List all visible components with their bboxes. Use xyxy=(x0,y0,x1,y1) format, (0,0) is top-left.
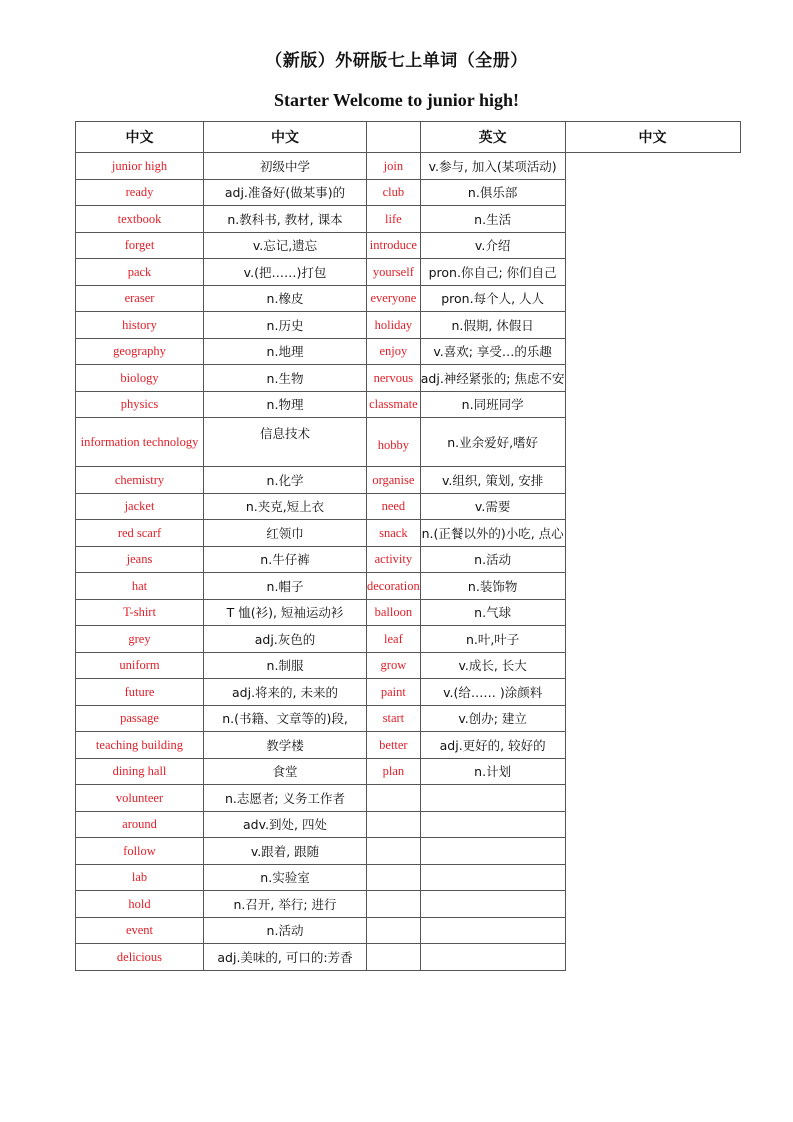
left-english-word: grey xyxy=(76,626,204,653)
right-chinese-meaning: adj.更好的, 较好的 xyxy=(420,732,565,759)
table-row xyxy=(76,206,741,233)
table-row xyxy=(76,652,741,679)
left-chinese-meaning: adj.准备好(做某事)的 xyxy=(204,179,367,206)
right-chinese-meaning: v.组织, 策划, 安排 xyxy=(420,467,565,494)
left-english-word: hold xyxy=(76,891,204,918)
right-english-word: classmate xyxy=(367,391,421,418)
right-english-word: balloon xyxy=(367,599,421,626)
left-english-word: lab xyxy=(76,864,204,891)
right-chinese-meaning xyxy=(420,811,565,838)
left-chinese-meaning: n.(书籍、文章等的)段, xyxy=(204,705,367,732)
right-english-word: introduce xyxy=(367,232,421,259)
left-english-word: T-shirt xyxy=(76,599,204,626)
left-chinese-meaning: adv.到处, 四处 xyxy=(204,811,367,838)
table-row xyxy=(76,285,741,312)
table-row xyxy=(76,467,741,494)
right-chinese-meaning: n.装饰物 xyxy=(420,573,565,600)
table-row xyxy=(76,917,741,944)
table-row xyxy=(76,732,741,759)
table-row xyxy=(76,259,741,286)
right-english-word: need xyxy=(367,493,421,520)
right-english-word xyxy=(367,864,421,891)
table-row xyxy=(76,838,741,865)
right-english-word xyxy=(367,917,421,944)
left-chinese-meaning: n.物理 xyxy=(204,391,367,418)
left-chinese-meaning: n.帽子 xyxy=(204,573,367,600)
table-row xyxy=(76,520,741,547)
right-english-word: activity xyxy=(367,546,421,573)
left-english-word: volunteer xyxy=(76,785,204,812)
left-english-word: future xyxy=(76,679,204,706)
table-row xyxy=(76,679,741,706)
document-title: （新版）外研版七上单词（全册） xyxy=(265,51,528,71)
left-english-word: chemistry xyxy=(76,467,204,494)
left-chinese-meaning: v.(把……)打包 xyxy=(204,259,367,286)
left-english-word: biology xyxy=(76,365,204,392)
right-english-word: yourself xyxy=(367,259,421,286)
column-gap xyxy=(367,122,421,153)
left-english-word: information technology xyxy=(76,418,204,467)
table-row xyxy=(76,418,741,467)
table-row xyxy=(76,312,741,339)
right-chinese-meaning: n.气球 xyxy=(420,599,565,626)
right-chinese-meaning: n.业余爱好,嗜好 xyxy=(420,418,565,467)
right-english-word: everyone xyxy=(367,285,421,312)
right-chinese-meaning: n.计划 xyxy=(420,758,565,785)
right-english-word: organise xyxy=(367,467,421,494)
left-chinese-meaning: n.橡皮 xyxy=(204,285,367,312)
right-english-word xyxy=(367,944,421,971)
table-row xyxy=(76,864,741,891)
table-row xyxy=(76,153,741,180)
header-right-word: 英文 xyxy=(420,122,565,153)
left-english-word: teaching building xyxy=(76,732,204,759)
table-row xyxy=(76,626,741,653)
left-english-word: around xyxy=(76,811,204,838)
right-chinese-meaning: n.假期, 休假日 xyxy=(420,312,565,339)
left-chinese-meaning: v.忘记,遗忘 xyxy=(204,232,367,259)
right-english-word: start xyxy=(367,705,421,732)
left-chinese-meaning: n.夹克,短上衣 xyxy=(204,493,367,520)
right-english-word: nervous xyxy=(367,365,421,392)
left-chinese-meaning: n.实验室 xyxy=(204,864,367,891)
table-row xyxy=(76,493,741,520)
vocabulary-rows xyxy=(76,153,741,971)
right-chinese-meaning: adj.神经紧张的; 焦虑不安 xyxy=(420,365,565,392)
right-english-word xyxy=(367,785,421,812)
left-english-word: passage xyxy=(76,705,204,732)
right-chinese-meaning: v.喜欢; 享受…的乐趣 xyxy=(420,338,565,365)
left-english-word: red scarf xyxy=(76,520,204,547)
right-chinese-meaning xyxy=(420,838,565,865)
right-chinese-meaning: v.需要 xyxy=(420,493,565,520)
left-english-word: uniform xyxy=(76,652,204,679)
right-english-word: club xyxy=(367,179,421,206)
table-row xyxy=(76,338,741,365)
right-chinese-meaning: pron.每个人, 人人 xyxy=(420,285,565,312)
left-chinese-meaning: n.召开, 举行; 进行 xyxy=(204,891,367,918)
header-right-meaning: 中文 xyxy=(565,122,740,153)
right-chinese-meaning xyxy=(420,917,565,944)
left-chinese-meaning: n.历史 xyxy=(204,312,367,339)
right-english-word: life xyxy=(367,206,421,233)
left-chinese-meaning: n.牛仔裤 xyxy=(204,546,367,573)
left-english-word: physics xyxy=(76,391,204,418)
left-chinese-meaning: 初级中学 xyxy=(204,153,367,180)
right-chinese-meaning: v.创办; 建立 xyxy=(420,705,565,732)
left-english-word: history xyxy=(76,312,204,339)
left-chinese-meaning: v.跟着, 跟随 xyxy=(204,838,367,865)
right-chinese-meaning: n.叶,叶子 xyxy=(420,626,565,653)
table-row xyxy=(76,811,741,838)
right-chinese-meaning: pron.你自己; 你们自己 xyxy=(420,259,565,286)
table-row xyxy=(76,391,741,418)
right-english-word: enjoy xyxy=(367,338,421,365)
right-chinese-meaning: n.活动 xyxy=(420,546,565,573)
left-chinese-meaning: 食堂 xyxy=(204,758,367,785)
left-chinese-meaning: n.地理 xyxy=(204,338,367,365)
right-chinese-meaning xyxy=(420,785,565,812)
table-row xyxy=(76,232,741,259)
left-chinese-meaning: n.活动 xyxy=(204,917,367,944)
right-english-word xyxy=(367,891,421,918)
right-chinese-meaning: n.俱乐部 xyxy=(420,179,565,206)
right-english-word xyxy=(367,838,421,865)
left-chinese-meaning: n.教科书, 教材, 课本 xyxy=(204,206,367,233)
right-english-word: hobby xyxy=(367,418,421,467)
table-row xyxy=(76,365,741,392)
left-english-word: event xyxy=(76,917,204,944)
left-english-word: forget xyxy=(76,232,204,259)
table-row xyxy=(76,573,741,600)
right-english-word: grow xyxy=(367,652,421,679)
right-english-word: snack xyxy=(367,520,421,547)
table-row xyxy=(76,179,741,206)
right-chinese-meaning: v.(给…… )涂颜料 xyxy=(420,679,565,706)
right-english-word: better xyxy=(367,732,421,759)
left-english-word: geography xyxy=(76,338,204,365)
left-chinese-meaning: n.志愿者; 义务工作者 xyxy=(204,785,367,812)
right-chinese-meaning xyxy=(420,864,565,891)
right-chinese-meaning: n.同班同学 xyxy=(420,391,565,418)
left-chinese-meaning: n.化学 xyxy=(204,467,367,494)
left-chinese-meaning: 教学楼 xyxy=(204,732,367,759)
right-chinese-meaning: v.成长, 长大 xyxy=(420,652,565,679)
left-english-word: jeans xyxy=(76,546,204,573)
left-english-word: dining hall xyxy=(76,758,204,785)
header-left-meaning: 中文 xyxy=(204,122,367,153)
right-chinese-meaning xyxy=(420,944,565,971)
right-english-word: paint xyxy=(367,679,421,706)
table-row xyxy=(76,546,741,573)
left-chinese-meaning: n.制服 xyxy=(204,652,367,679)
table-row xyxy=(76,705,741,732)
left-chinese-meaning: adj.将来的, 未来的 xyxy=(204,679,367,706)
left-english-word: pack xyxy=(76,259,204,286)
right-chinese-meaning: n.(正餐以外的)小吃, 点心 xyxy=(420,520,565,547)
right-english-word xyxy=(367,811,421,838)
left-chinese-meaning: adj.灰色的 xyxy=(204,626,367,653)
left-english-word: textbook xyxy=(76,206,204,233)
left-english-word: eraser xyxy=(76,285,204,312)
right-english-word: leaf xyxy=(367,626,421,653)
right-chinese-meaning xyxy=(420,891,565,918)
left-chinese-meaning: 红领巾 xyxy=(204,520,367,547)
right-chinese-meaning: v.参与, 加入(某项活动) xyxy=(420,153,565,180)
right-english-word: join xyxy=(367,153,421,180)
left-english-word: follow xyxy=(76,838,204,865)
left-chinese-meaning: T 恤(衫), 短袖运动衫 xyxy=(204,599,367,626)
left-chinese-meaning: n.生物 xyxy=(204,365,367,392)
table-row xyxy=(76,758,741,785)
table-row xyxy=(76,599,741,626)
vocabulary-table xyxy=(75,121,741,971)
table-row xyxy=(76,944,741,971)
left-english-word: hat xyxy=(76,573,204,600)
table-row xyxy=(76,891,741,918)
right-chinese-meaning: n.生活 xyxy=(420,206,565,233)
right-english-word: decoration xyxy=(367,573,421,600)
table-header-row xyxy=(76,122,741,153)
left-chinese-meaning: 信息技术 xyxy=(204,418,367,467)
header-left-word: 中文 xyxy=(76,122,204,153)
table-row xyxy=(76,785,741,812)
right-english-word: plan xyxy=(367,758,421,785)
left-english-word: jacket xyxy=(76,493,204,520)
left-english-word: junior high xyxy=(76,153,204,180)
unit-subtitle: Starter Welcome to junior high! xyxy=(274,90,519,110)
right-chinese-meaning: v.介绍 xyxy=(420,232,565,259)
left-chinese-meaning: adj.美味的, 可口的:芳香 xyxy=(204,944,367,971)
left-english-word: delicious xyxy=(76,944,204,971)
left-english-word: ready xyxy=(76,179,204,206)
right-english-word: holiday xyxy=(367,312,421,339)
